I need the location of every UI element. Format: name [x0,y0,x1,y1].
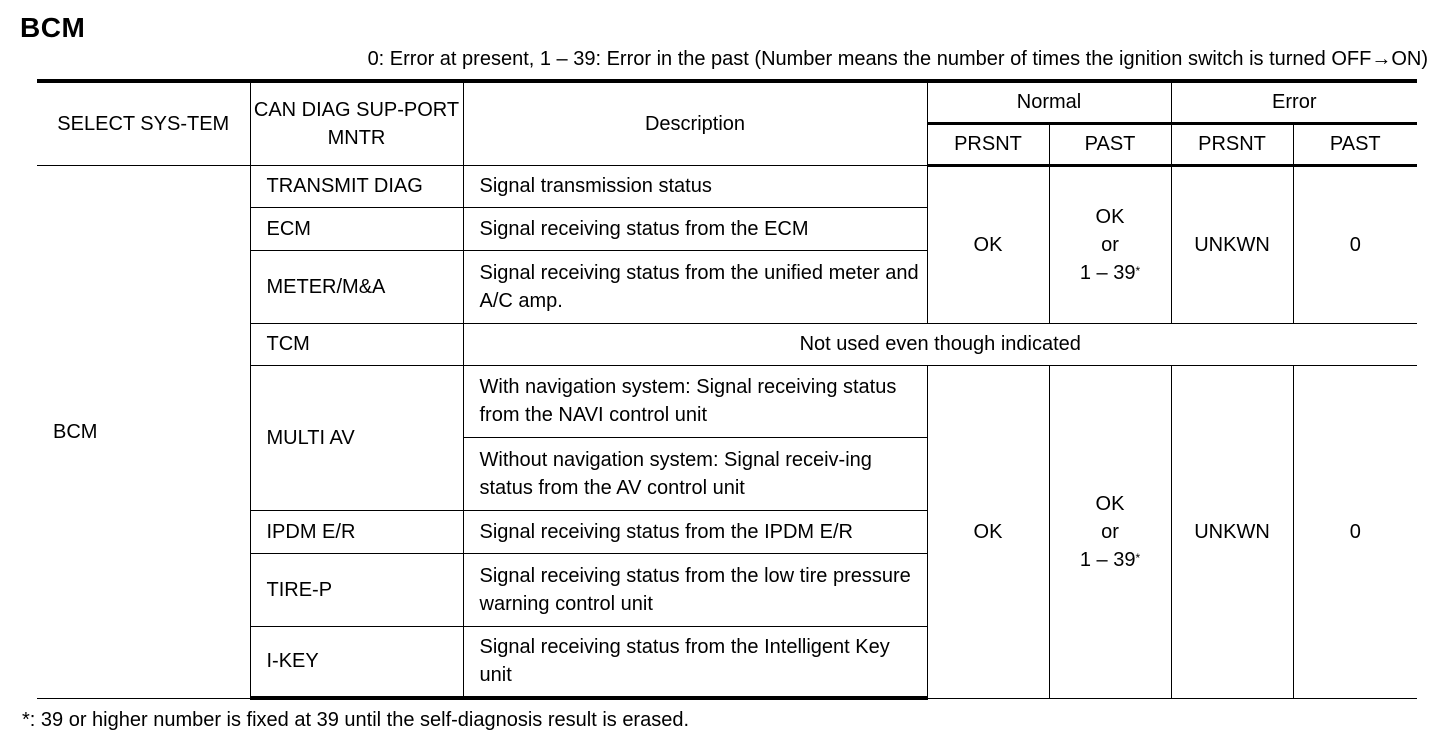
description-cell: With navigation system: Signal receiving status from the NAVI control unit [463,365,927,437]
monitor-cell: TRANSMIT DIAG [250,165,463,207]
select-system-cell: BCM [37,165,250,698]
header-description: Description [463,81,927,165]
header-error-past: PAST [1293,123,1417,165]
error-count-legend: 0: Error at present, 1 – 39: Error in the past (Number means the number of times the ignition switch is turned OFF→ON) [367,48,1428,70]
description-cell: Without navigation system: Signal receiv-ing status from the AV control unit [463,437,927,510]
monitor-cell: IPDM E/R [250,510,463,553]
description-cell: Signal transmission status [463,165,927,207]
monitor-cell: TIRE-P [250,553,463,626]
description-cell: Signal receiving status from the IPDM E/R [463,510,927,553]
normal-prsnt-cell: OK [927,365,1049,698]
error-prsnt-cell: UNKWN [1171,365,1293,698]
footnote-marker: * [1135,263,1141,278]
footnote: *: 39 or higher number is fixed at 39 until the self-diagnosis result is erased. [22,709,690,731]
header-normal-prsnt: PRSNT [927,123,1049,165]
header-error-prsnt: PRSNT [1171,123,1293,165]
normal-past-ok: OK [1095,205,1125,228]
error-past-cell: 0 [1293,365,1417,698]
normal-prsnt-cell: OK [927,165,1049,323]
normal-past-cell [1049,365,1171,698]
header-error: Error [1171,81,1417,123]
section-title: BCM [20,12,86,43]
can-diag-support-table [37,79,1417,700]
monitor-cell: ECM [250,207,463,250]
table-row [37,165,1417,207]
normal-past-or: or [1101,520,1119,543]
normal-past-or: or [1101,233,1119,256]
header-normal: Normal [927,81,1171,123]
error-past-cell: 0 [1293,165,1417,323]
description-cell: Signal receiving status from the unified meter and A/C amp. [463,250,927,323]
description-cell: Signal receiving status from the Intelligent Key unit [463,626,927,698]
monitor-cell: METER/M&A [250,250,463,323]
normal-past-ok: OK [1095,492,1125,515]
not-used-note: Not used even though indicated [463,323,1417,365]
error-prsnt-cell: UNKWN [1171,165,1293,323]
normal-past-cell [1049,165,1171,323]
header-select-system: SELECT SYS-TEM [37,81,250,165]
description-cell: Signal receiving status from the low tire pressure warning control unit [463,553,927,626]
normal-past-range: 1 – 39 [1079,548,1136,571]
footnote-marker: * [1135,550,1141,565]
normal-past-range: 1 – 39 [1079,261,1136,284]
description-cell: Signal receiving status from the ECM [463,207,927,250]
monitor-cell: I-KEY [250,626,463,698]
header-normal-past: PAST [1049,123,1171,165]
header-can-diag-support-mntr: CAN DIAG SUP-PORT MNTR [250,81,463,165]
monitor-cell: MULTI AV [250,365,463,510]
monitor-cell: TCM [250,323,463,365]
